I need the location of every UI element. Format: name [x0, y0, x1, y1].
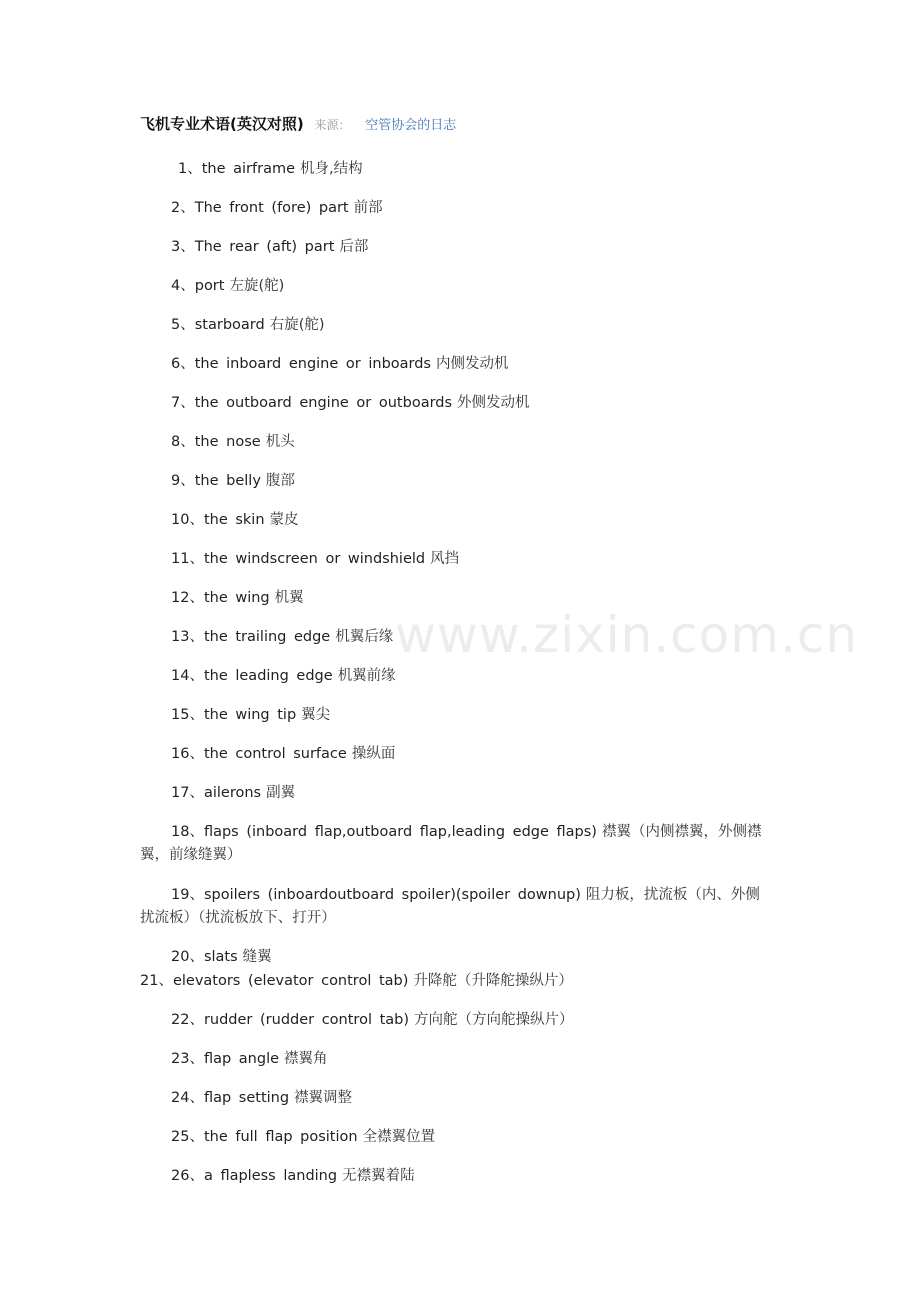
- term-chinese: 全襟翼位置: [362, 1129, 436, 1145]
- document-header: [140, 113, 456, 134]
- term-chinese: 襟翼（内侧襟翼，外侧襟: [601, 824, 762, 840]
- term-english: the skin: [203, 512, 265, 528]
- term-number: 12、: [171, 590, 204, 606]
- term-chinese: 机翼后缘: [335, 629, 394, 645]
- term-chinese: 腹部: [265, 473, 295, 489]
- term-english: slats: [203, 949, 238, 965]
- term-chinese: 蒙皮: [269, 512, 299, 528]
- term-english: The front (fore) part: [194, 200, 349, 216]
- page-title: 飞机专业术语(英汉对照): [140, 115, 304, 133]
- term-chinese: 襟翼角: [284, 1051, 328, 1067]
- term-chinese: 阻力板，扰流板（内、外侧: [585, 887, 760, 903]
- term-item: [178, 158, 788, 181]
- term-item: [171, 1126, 781, 1149]
- term-chinese: 右旋(舵): [269, 317, 325, 333]
- term-number: 15、: [171, 707, 204, 723]
- term-item: [140, 970, 750, 993]
- term-item: [171, 884, 781, 907]
- term-number: 24、: [171, 1090, 204, 1106]
- term-item: [171, 1048, 781, 1071]
- term-english: spoilers (inboardoutboard spoiler)(spoiler downup): [203, 887, 581, 903]
- term-number: 5、: [171, 317, 195, 333]
- term-item: [171, 704, 781, 727]
- term-item: [171, 275, 781, 298]
- term-item: [171, 782, 781, 805]
- term-number: 25、: [171, 1129, 204, 1145]
- term-english: ailerons: [203, 785, 262, 801]
- term-english: the windscreen or windshield: [203, 551, 426, 567]
- term-item: [171, 665, 781, 688]
- term-number: 4、: [171, 278, 195, 294]
- term-english: elevators (elevator control tab): [172, 973, 409, 989]
- source-link[interactable]: 空管协会的日志: [365, 118, 457, 133]
- term-english: the leading edge: [203, 668, 333, 684]
- term-english: the nose: [194, 434, 261, 450]
- term-item: [171, 1087, 781, 1110]
- term-english: the outboard engine or outboards: [194, 395, 453, 411]
- term-english: starboard: [194, 317, 265, 333]
- term-english: rudder (rudder control tab): [203, 1012, 410, 1028]
- term-item: [171, 1165, 781, 1188]
- term-english: port: [194, 278, 225, 294]
- term-item: [171, 743, 781, 766]
- term-chinese: 内侧发动机: [436, 356, 509, 372]
- term-item: [171, 548, 781, 571]
- term-english: a flapless landing: [203, 1168, 338, 1184]
- term-chinese: 升降舵（升降舵操纵片）: [413, 973, 573, 989]
- term-chinese: 无襟翼着陆: [342, 1168, 415, 1184]
- term-chinese: 翼尖: [301, 707, 331, 723]
- term-item: [171, 509, 781, 532]
- term-item: [171, 431, 781, 454]
- term-number: 6、: [171, 356, 195, 372]
- term-english: the airframe: [201, 161, 296, 177]
- term-chinese: 缝翼: [242, 949, 272, 965]
- term-number: 11、: [171, 551, 204, 567]
- term-english: the trailing edge: [203, 629, 331, 645]
- term-chinese: 左旋(舵): [229, 278, 285, 294]
- term-item: [171, 470, 781, 493]
- term-english: the control surface: [203, 746, 347, 762]
- term-chinese: 机头: [265, 434, 295, 450]
- term-chinese: 外侧发动机: [457, 395, 530, 411]
- term-number: 21、: [140, 973, 173, 989]
- term-item: [171, 197, 781, 220]
- term-item: [171, 236, 781, 259]
- term-number: 19、: [171, 887, 204, 903]
- term-english: the full flap position: [203, 1129, 358, 1145]
- term-item: [171, 821, 781, 844]
- term-number: 18、: [171, 824, 204, 840]
- term-chinese: 后部: [339, 239, 369, 255]
- term-number: 22、: [171, 1012, 204, 1028]
- term-number: 7、: [171, 395, 195, 411]
- term-item: [171, 353, 781, 376]
- term-number: 3、: [171, 239, 195, 255]
- term-english: The rear (aft) part: [194, 239, 335, 255]
- term-number: 10、: [171, 512, 204, 528]
- term-chinese: 副翼: [266, 785, 296, 801]
- term-chinese: 方向舵（方向舵操纵片）: [414, 1012, 574, 1028]
- term-item: [171, 587, 781, 610]
- term-number: 20、: [171, 949, 204, 965]
- term-english: the wing: [203, 590, 270, 606]
- term-number: 2、: [171, 200, 195, 216]
- term-chinese: 风挡: [430, 551, 460, 567]
- term-english: flap setting: [203, 1090, 290, 1106]
- term-number: 23、: [171, 1051, 204, 1067]
- term-chinese: 前部: [353, 200, 383, 216]
- term-item: [171, 314, 781, 337]
- term-english: flaps (inboard flap,outboard flap,leading edge flaps): [203, 824, 597, 840]
- term-number: 16、: [171, 746, 204, 762]
- term-english: the inboard engine or inboards: [194, 356, 431, 372]
- term-chinese: 机翼: [274, 590, 304, 606]
- term-item: [171, 946, 781, 969]
- source-label: 来源：: [314, 118, 351, 132]
- term-english: flap angle: [203, 1051, 280, 1067]
- term-number: 9、: [171, 473, 195, 489]
- term-number: 8、: [171, 434, 195, 450]
- term-english: the belly: [194, 473, 261, 489]
- term-item: [171, 392, 781, 415]
- term-number: 13、: [171, 629, 204, 645]
- term-chinese-continued: 翼，前缘缝翼）: [140, 847, 242, 863]
- term-chinese: 操纵面: [351, 746, 396, 762]
- term-item: [171, 1009, 781, 1032]
- term-chinese-continued: 扰流板）（扰流板放下、打开）: [140, 910, 336, 926]
- term-number: 17、: [171, 785, 204, 801]
- term-chinese: 襟翼调整: [294, 1090, 353, 1106]
- term-item: [171, 626, 781, 649]
- term-number: 26、: [171, 1168, 204, 1184]
- term-chinese: 机身,结构: [300, 161, 363, 177]
- term-english: the wing tip: [203, 707, 297, 723]
- term-chinese: 机翼前缘: [337, 668, 396, 684]
- watermark: www.zixin.com.cn: [395, 606, 859, 664]
- term-number: 1、: [178, 161, 202, 177]
- term-number: 14、: [171, 668, 204, 684]
